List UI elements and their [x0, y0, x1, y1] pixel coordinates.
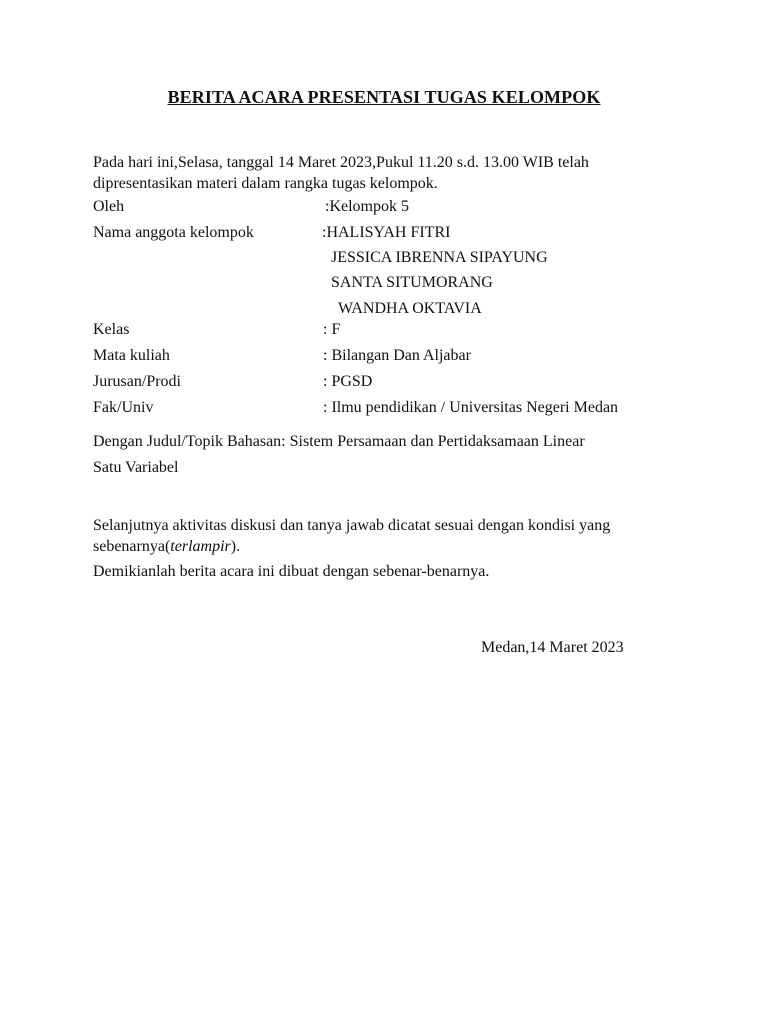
field-kelas-value: : F [323, 321, 341, 338]
member-name: SANTA SITUMORANG [331, 274, 493, 291]
intro-line-1: Pada hari ini,Selasa, tanggal 14 Maret 2023,Pukul 11.20 s.d. 13.00 WIB telah [93, 154, 589, 171]
field-anggota-label: Nama anggota kelompok [93, 224, 254, 241]
field-kelas-label: Kelas [93, 321, 130, 338]
field-oleh-value: :Kelompok 5 [325, 198, 409, 215]
field-mata-kuliah-value: : Bilangan Dan Aljabar [323, 347, 471, 364]
closing-sentence: Demikianlah berita acara ini dibuat dengan sebenar-benarnya. [93, 563, 490, 580]
intro-paragraph [93, 152, 693, 194]
member-name: JESSICA IBRENNA SIPAYUNG [331, 249, 548, 266]
topic-line-1: Dengan Judul/Topik Bahasan: Sistem Persamaan dan Pertidaksamaan Linear [93, 433, 585, 450]
field-jurusan-label: Jurusan/Prodi [93, 373, 181, 390]
field-anggota-value: :HALISYAH FITRI [322, 224, 451, 241]
discussion-line-2-prefix: sebenarnya( [93, 538, 171, 555]
field-oleh-label: Oleh [93, 198, 125, 215]
discussion-line-2-suffix: ). [230, 538, 241, 555]
discussion-line-2 [93, 536, 693, 557]
field-fak-univ-label: Fak/Univ [93, 399, 154, 416]
document-title: BERITA ACARA PRESENTASI TUGAS KELOMPOK [167, 87, 601, 107]
discussion-line-2-italic: terlampir [170, 538, 231, 555]
field-fak-univ-value: : Ilmu pendidikan / Universitas Negeri Medan [323, 399, 619, 416]
discussion-paragraph [93, 515, 693, 557]
discussion-line-1: Selanjutnya aktivitas diskusi dan tanya jawab dicatat sesuai dengan kondisi yang [93, 517, 611, 534]
intro-line-2: dipresentasikan materi dalam rangka tugas kelompok. [93, 175, 438, 192]
member-name: WANDHA OKTAVIA [338, 300, 482, 317]
field-jurusan-value: : PGSD [323, 373, 373, 390]
place-date: Medan,14 Maret 2023 [481, 639, 624, 656]
field-mata-kuliah-label: Mata kuliah [93, 347, 170, 364]
topic-line-2: Satu Variabel [93, 459, 179, 476]
